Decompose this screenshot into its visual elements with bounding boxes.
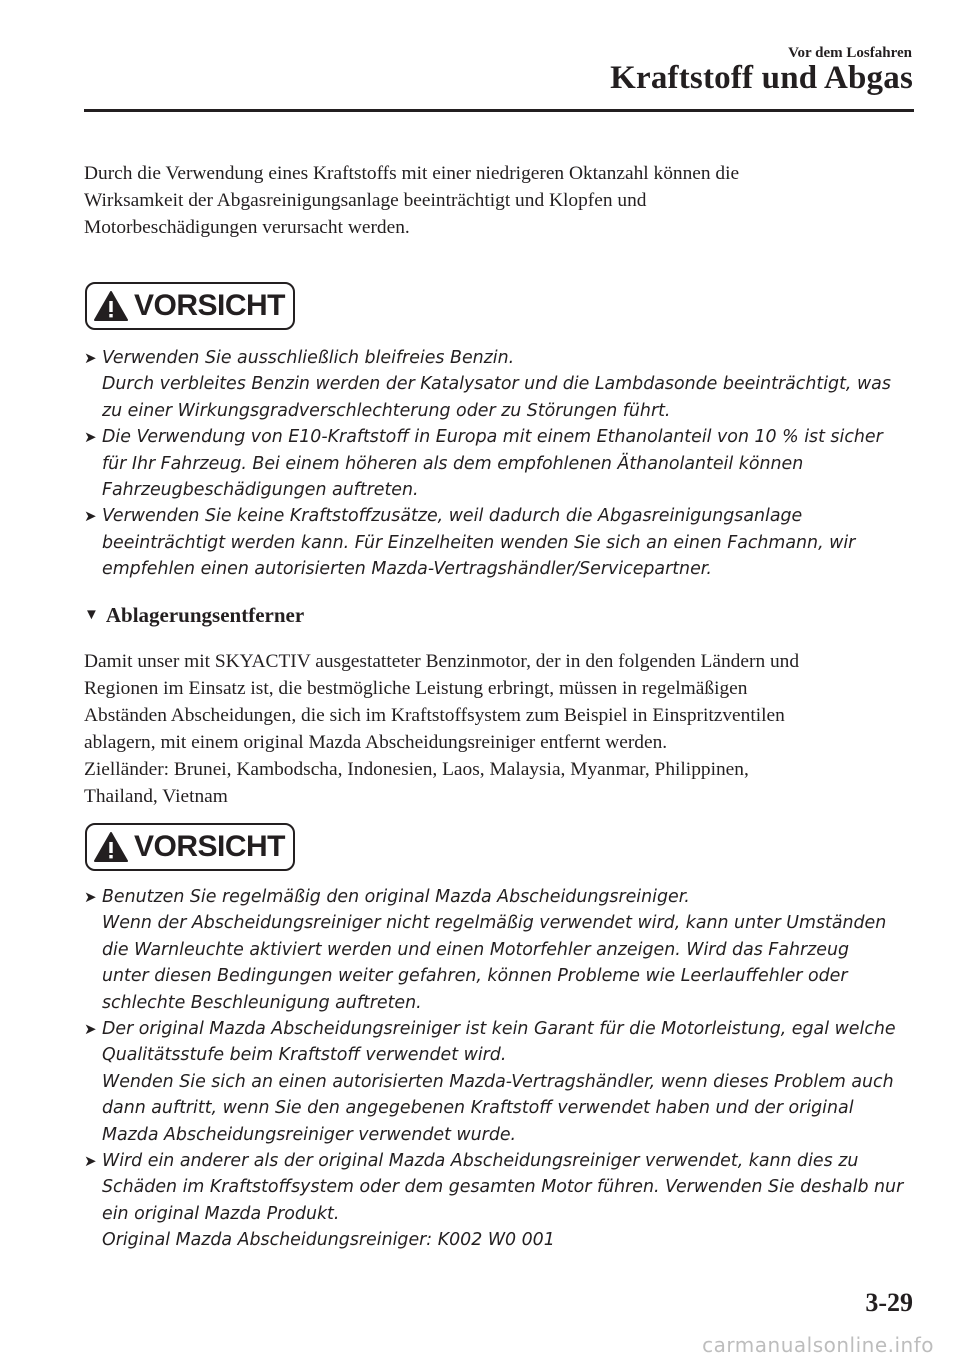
subsection-paragraph: Damit unser mit SKYACTIV ausgestatteter Benzinmotor, der in den folgenden Ländern und Regionen im Einsatz ist, die bestmögliche Leistung erbringt, müssen in regelmäßigen Abständen Abscheidungen, die sich im Kraftstoffsystem zum Beispiel in Einspritzventilen ablagern, mit einem original Mazda Abscheidungsreiniger entfernt werden. Zielländer: Brunei, Kambodscha, Indonesien, Laos, Malaysia, Myanmar, Philippinen, Thailand, Vietnam: [84, 651, 800, 807]
subsection-title: Ablagerungsentferner: [105, 603, 305, 627]
caution-list: [84, 884, 916, 1254]
subsection-heading: [84, 603, 304, 628]
list-item-text: Verwenden Sie ausschließlich bleifreies Benzin. Durch verbleites Benzin werden der Katalysator und die Lambdasonde beeinträchtigt, was zu einer Wirkungsgradverschlechterung oder zu Störungen führt.: [102, 348, 891, 421]
caution-box: [85, 823, 295, 871]
list-item: [84, 1016, 916, 1148]
triangle-down-icon: ▼: [84, 607, 99, 623]
chapter-title: Kraftstoff und Abgas: [610, 60, 913, 96]
arrow-bullet-icon: ➤: [84, 349, 97, 367]
list-item: [84, 884, 916, 1016]
caution-label: VORSICHT: [134, 830, 286, 863]
arrow-bullet-icon: ➤: [84, 1020, 97, 1039]
list-item: [84, 1148, 916, 1254]
list-item-text: Benutzen Sie regelmäßig den original Mazda Abscheidungsreiniger. Wenn der Abscheidungsreiniger nicht regelmäßig verwendet wird, kann unter Umständen die Warnleuchte aktiviert werden und einen Motorfehler anzeigen. Wird das Fahrzeug unter diesen Bedingungen weiter gefahren, können Probleme wie Leerlauffehler oder schlechte Beschleunigung auftreten.: [102, 887, 887, 1013]
list-item-text: Die Verwendung von E10-Kraftstoff in Europa mit einem Ethanolanteil von 10 % ist sicher für Ihr Fahrzeug. Bei einem höheren als dem empfohlenen Äthanolanteil können Fahrzeugbeschädigungen auftreten.: [102, 427, 883, 501]
arrow-bullet-icon: ➤: [84, 428, 97, 447]
list-item: [84, 503, 916, 582]
header-rule: [84, 109, 914, 112]
watermark-text: carmanualsonline.info: [702, 1333, 934, 1357]
caution-label: VORSICHT: [134, 289, 286, 322]
arrow-bullet-icon: ➤: [84, 507, 97, 526]
intro-paragraph: Durch die Verwendung eines Kraftstoffs mit einer niedrigeren Oktanzahl können die Wirksamkeit der Abgasreinigungsanlage beeinträchtigt und Klopfen und Motorbeschädigungen verursacht werden.: [84, 163, 740, 238]
section-label: Vor dem Losfahren: [788, 45, 912, 61]
list-item: [84, 424, 916, 503]
list-item-text: Wird ein anderer als der original Mazda Abscheidungsreiniger verwendet, kann dies zu Schäden im Kraftstoffsystem oder dem gesamten Motor führen. Verwenden Sie deshalb nur ein original Mazda Produkt. Original Mazda Abscheidungsreiniger: K002 W0 001: [102, 1151, 904, 1251]
warning-triangle-icon: [93, 290, 129, 322]
caution-list: [84, 345, 916, 583]
caution-box: [85, 282, 295, 330]
list-item: [84, 345, 916, 424]
warning-triangle-icon: [93, 831, 129, 863]
arrow-bullet-icon: ➤: [84, 1152, 97, 1171]
list-item-text: Der original Mazda Abscheidungsreiniger ist kein Garant für die Motorleistung, egal welche Qualitätsstufe beim Kraftstoff verwendet wird. Wenden Sie sich an einen autorisierten Mazda-Vertragshändler, wenn dieses Problem auch dann auftritt, wenn Sie den angegebenen Kraftstoff verwendet haben und der original Mazda Abscheidungsreiniger verwendet wurde.: [102, 1019, 896, 1145]
page-number: 3-29: [865, 1288, 913, 1317]
arrow-bullet-icon: ➤: [84, 888, 97, 906]
list-item-text: Verwenden Sie keine Kraftstoffzusätze, weil dadurch die Abgasreinigungsanlage beeinträchtigt werden kann. Für Einzelheiten wenden Sie sich an einen Fachmann, wir empfehlen einen autorisierten Mazda-Vertragshändler/Servicepartner.: [102, 506, 856, 580]
